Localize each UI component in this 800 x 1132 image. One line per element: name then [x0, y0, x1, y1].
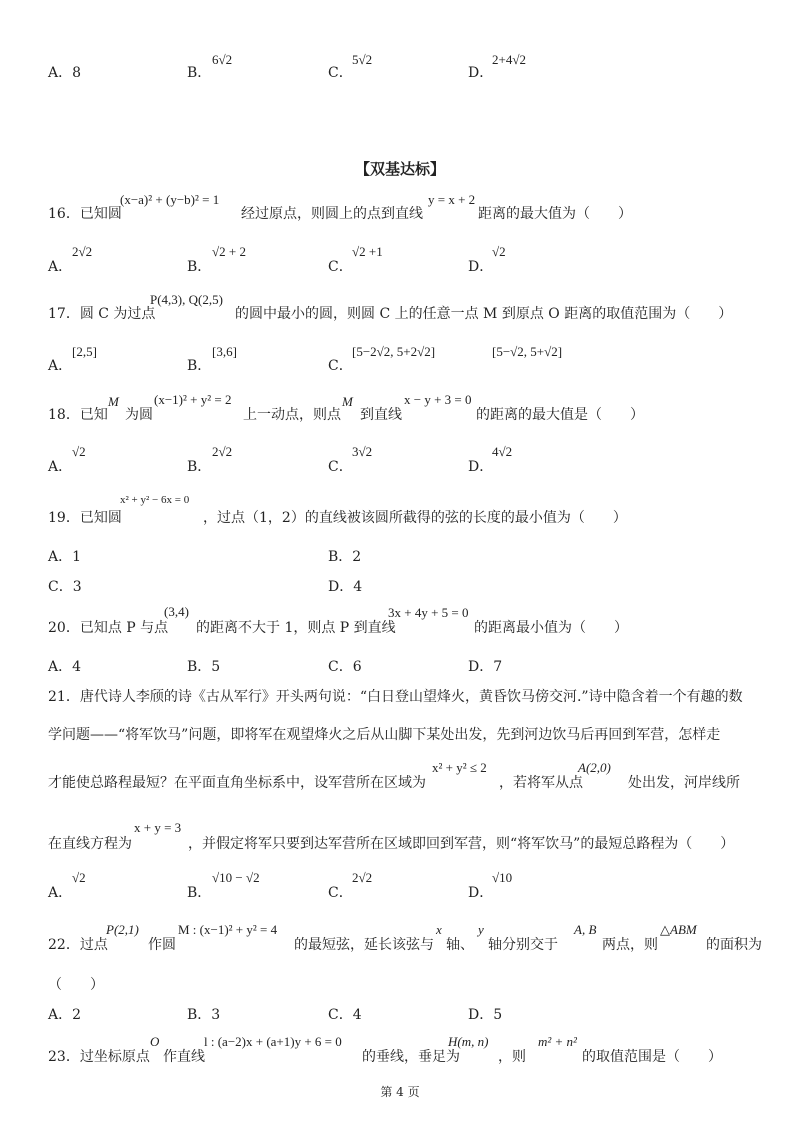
q22-tail: 的面积为 [706, 937, 762, 953]
q18-mid3: 到直线 [360, 407, 402, 423]
q21-line2: 学问题——“将军饮马”问题，即将军在观望烽火之后从山脚下某处出发，先到河边饮马后再回到军营，怎样走 [48, 727, 721, 743]
q17-option-a-label: A． [48, 358, 73, 374]
q21-line3a: 才能使总路程最短？在平面直角坐标系中，设军营所在区域为 [48, 775, 426, 791]
q18-m: M [108, 394, 119, 409]
page-footer: 第 4 页 [380, 1085, 420, 1099]
q22-triangle: △ABM [660, 922, 697, 937]
q18-num: 18．已知 [48, 407, 108, 423]
q21-option-c: 2√2 [352, 870, 373, 885]
prev-option-b-expr: 6√2 [212, 52, 233, 67]
q21-line4b: ，并假定将军只要到达军营所在区域即回到军营，则“将军饮马”的最短总路程为（ ） [188, 836, 735, 852]
q19-option-d: D．4 [328, 579, 363, 595]
q23-mid2: 的垂线，垂足为 [362, 1049, 460, 1065]
q21-line1: 21．唐代诗人李颀的诗《古从军行》开头两句说：“白日登山望烽火，黄昏饮马傍交河.”诗中隐含着一个有趣的数 [48, 689, 743, 705]
q16-option-d-label: D． [468, 259, 494, 275]
q23-mid1: 作直线 [163, 1049, 205, 1065]
q23-expr: m² + n² [538, 1034, 577, 1049]
q22-option-c: C．4 [328, 1007, 362, 1023]
q20-point: (3,4) [164, 604, 189, 619]
q16-option-c-label: C． [328, 259, 353, 275]
q22-mid3: 轴、 [446, 937, 474, 953]
q19-option-c: C．3 [48, 579, 82, 595]
q23-mid3: ，则 [498, 1049, 526, 1065]
q21-option-b-label: B． [187, 885, 212, 901]
q21-line3c: 处出发，河岸线所 [628, 775, 740, 791]
q16-option-d: √2 [492, 244, 506, 259]
q21-line-eq: x + y = 3 [134, 820, 182, 835]
q20-option-d: D．7 [468, 659, 503, 675]
prev-option-b-label: B． [187, 65, 212, 81]
prev-option-d-expr: 2+4√2 [492, 52, 526, 67]
q22-mid2: 的最短弦，延长该弦与 [294, 937, 434, 953]
q19-num: 19．已知圆 [48, 510, 122, 526]
q19-option-a: A．1 [48, 549, 82, 565]
q23-h: H(m, n) [448, 1034, 489, 1049]
q23-num: 23．过坐标原点 [48, 1049, 150, 1065]
q20-option-a: A．4 [48, 659, 82, 675]
q18-option-b-label: B． [187, 459, 212, 475]
q22-paren: （ ） [48, 977, 104, 993]
q20-option-b: B．5 [187, 659, 221, 675]
q20-line: 3x + 4y + 5 = 0 [388, 605, 469, 620]
prev-option-a: A．8 [48, 65, 82, 81]
q22-mid4: 轴分别交于 [488, 937, 558, 953]
q19-circle: x² + y² − 6x = 0 [120, 494, 190, 506]
q18-tail: 的距离的最大值是（ ） [476, 407, 644, 423]
q23-o: O [150, 1034, 160, 1049]
q21-region: x² + y² ≤ 2 [432, 760, 487, 775]
q22-y: y [478, 922, 484, 937]
q16-option-b-label: B． [187, 259, 212, 275]
q19-option-b: B．2 [328, 549, 362, 565]
q21-option-a: √2 [72, 870, 86, 885]
q17-option-a: [2,5] [72, 344, 97, 359]
q18-mid1: 为圆 [125, 407, 153, 423]
q18-option-c-label: C． [328, 459, 353, 475]
q22-circle: M : (x−1)² + y² = 4 [178, 922, 278, 937]
q20-tail: 的距离最小值为（ ） [474, 620, 628, 636]
q18-line: x − y + 3 = 0 [404, 392, 472, 407]
q20-option-c: C．6 [328, 659, 362, 675]
q17-option-d: [5−√2, 5+√2] [492, 344, 563, 359]
q18-m2: M [342, 394, 353, 409]
q17-option-c-label: C． [328, 358, 353, 374]
q17-option-b: [3,6] [212, 344, 237, 359]
q21-line3b: ，若将军从点 [499, 775, 583, 791]
q22-ab: A, B [574, 922, 597, 937]
q16-eq: (x−a)² + (y−b)² = 1 [120, 192, 220, 207]
q22-num: 22．过点 [48, 937, 108, 953]
q22-mid5: 两点，则 [602, 937, 658, 953]
prev-option-c-expr: 5√2 [352, 52, 373, 67]
q22-point: P(2,1) [106, 922, 139, 937]
prev-option-d-label: D． [468, 65, 494, 81]
q16-option-b: √2 + 2 [212, 244, 246, 259]
q16-option-a-label: A． [48, 259, 73, 275]
q18-option-d: 4√2 [492, 444, 513, 459]
q16-option-a: 2√2 [72, 244, 93, 259]
q18-option-c: 3√2 [352, 444, 373, 459]
q19-tail: ，过点（1，2）的直线被该圆所截得的弦的长度的最小值为（ ） [203, 510, 627, 526]
q22-option-d: D．5 [468, 1007, 503, 1023]
q17-points: P(4,3), Q(2,5) [150, 292, 223, 307]
q21-line4a: 在直线方程为 [48, 836, 132, 852]
q16-option-c: √2 +1 [352, 244, 383, 259]
q21-option-b: √10 − √2 [212, 870, 260, 885]
q18-option-d-label: D． [468, 459, 494, 475]
q16-mid: 经过原点，则圆上的点到直线 [241, 206, 423, 222]
q18-mid2: 上一动点，则点 [243, 407, 341, 423]
q17-option-c: [5−2√2, 5+2√2] [352, 344, 436, 359]
q22-x: x [436, 922, 442, 937]
q16-num: 16．已知圆 [48, 206, 122, 222]
q16-tail: 距离的最大值为（ ） [478, 206, 632, 222]
q16-line: y = x + 2 [428, 192, 476, 207]
section-title: 【双基达标】 [354, 160, 445, 178]
q22-mid1: 作圆 [148, 937, 176, 953]
q20-mid: 的距离不大于 1，则点 P 到直线 [196, 620, 396, 636]
q20-num: 20．已知点 P 与点 [48, 620, 169, 636]
q21-option-c-label: C． [328, 885, 353, 901]
q18-option-a-label: A． [48, 459, 73, 475]
q17-option-b-label: B． [187, 358, 212, 374]
q18-option-a: √2 [72, 444, 86, 459]
q21-option-a-label: A． [48, 885, 73, 901]
q23-line: l : (a−2)x + (a+1)y + 6 = 0 [204, 1034, 342, 1049]
q22-option-b: B．3 [187, 1007, 221, 1023]
q18-option-b: 2√2 [212, 444, 233, 459]
q21-point: A(2,0) [578, 760, 611, 775]
q21-option-d: √10 [492, 870, 513, 885]
prev-option-c-label: C． [328, 65, 353, 81]
q17-tail: 的圆中最小的圆，则圆 C 上的任意一点 M 到原点 O 距离的取值范围为（ ） [235, 306, 733, 322]
q21-option-d-label: D． [468, 885, 494, 901]
q22-option-a: A．2 [48, 1007, 82, 1023]
q17-num: 17．圆 C 为过点 [48, 306, 156, 322]
q18-circle: (x−1)² + y² = 2 [154, 392, 232, 407]
q23-tail: 的取值范围是（ ） [582, 1049, 722, 1065]
